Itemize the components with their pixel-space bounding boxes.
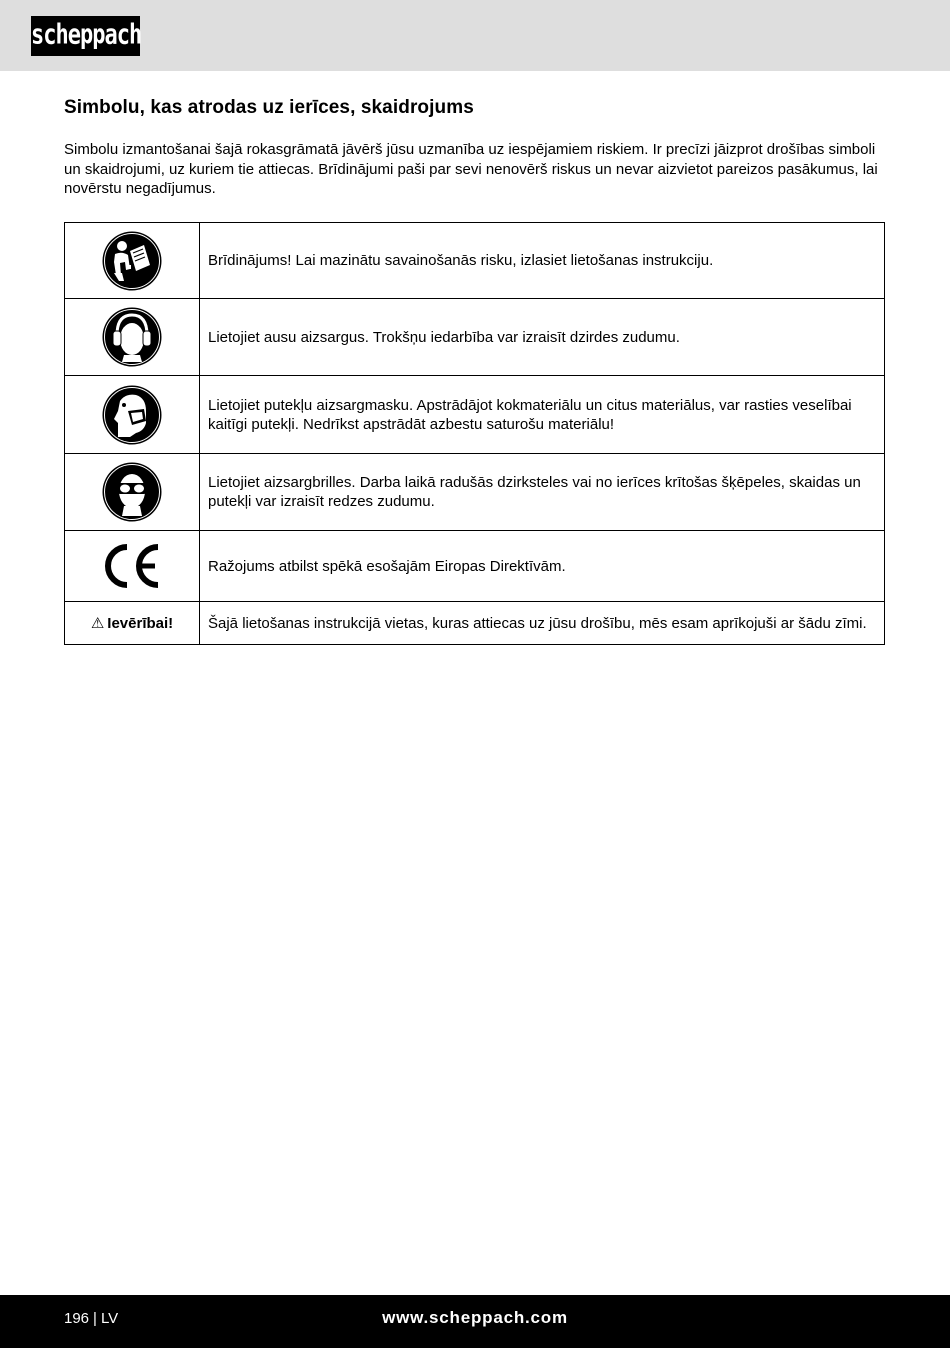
safety-goggles-icon	[100, 460, 164, 524]
attention-label: ⚠ Ievērībai!	[90, 614, 174, 632]
symbol-cell	[65, 223, 200, 299]
symbol-description: Šajā lietošanas instrukcijā vietas, kuras attiecas uz jūsu drošību, mēs esam aprīkojuši ar šādu zīmi.	[200, 602, 885, 645]
table-row	[65, 531, 885, 602]
page-header	[0, 0, 950, 71]
symbol-description: Lietojiet putekļu aizsargmasku. Apstrādājot kokmateriālu un citus materiālus, var rasties veselībai kaitīgi putekļi. Nedrīkst apstrādāt azbestu saturošu materiālu!	[200, 376, 885, 454]
symbol-cell	[65, 602, 200, 645]
table-row	[65, 454, 885, 531]
symbol-description: Brīdinājums! Lai mazinātu savainošanās risku, izlasiet lietošanas instrukciju.	[200, 223, 885, 299]
symbols-table	[64, 222, 885, 645]
symbol-description: Lietojiet ausu aizsargus. Trokšņu iedarbība var izraisīt dzirdes zudumu.	[200, 299, 885, 376]
table-row	[65, 376, 885, 454]
symbol-cell	[65, 376, 200, 454]
page-title: Simbolu, kas atrodas uz ierīces, skaidrojums	[64, 97, 474, 118]
ear-protection-icon	[100, 305, 164, 369]
symbol-cell	[65, 454, 200, 531]
table-row	[65, 223, 885, 299]
page-number: 196 | LV	[64, 1310, 119, 1327]
symbol-cell	[65, 299, 200, 376]
dust-mask-icon	[100, 383, 164, 447]
table-row	[65, 299, 885, 376]
read-manual-icon	[100, 229, 164, 293]
website-url: www.scheppach.com	[382, 1308, 568, 1327]
warning-triangle-icon: ⚠	[90, 614, 105, 632]
page-footer	[0, 1295, 950, 1348]
table-row	[65, 602, 885, 645]
symbol-cell	[65, 531, 200, 602]
scheppach-logo: scheppach	[31, 16, 140, 56]
symbol-description: Ražojums atbilst spēkā esošajām Eiropas Direktīvām.	[200, 531, 885, 602]
symbol-description: Lietojiet aizsargbrilles. Darba laikā radušās dzirksteles vai no ierīces krītošas šķēpeles, skaidas un putekļi var izraisīt redzes zudumu.	[200, 454, 885, 531]
intro-paragraph: Simbolu izmantošanai šajā rokasgrāmatā jāvērš jūsu uzmanība uz iespējamiem riskiem. Ir precīzi jāizprot drošības simboli un skaidrojumi, uz kuriem tie attiecas. Brīdinājumi paši par sevi nenovērš riskus un nevar aizvietot pareizos pasākumus, lai novērstu negadījumus.	[64, 141, 878, 197]
ce-mark-icon	[97, 541, 167, 591]
